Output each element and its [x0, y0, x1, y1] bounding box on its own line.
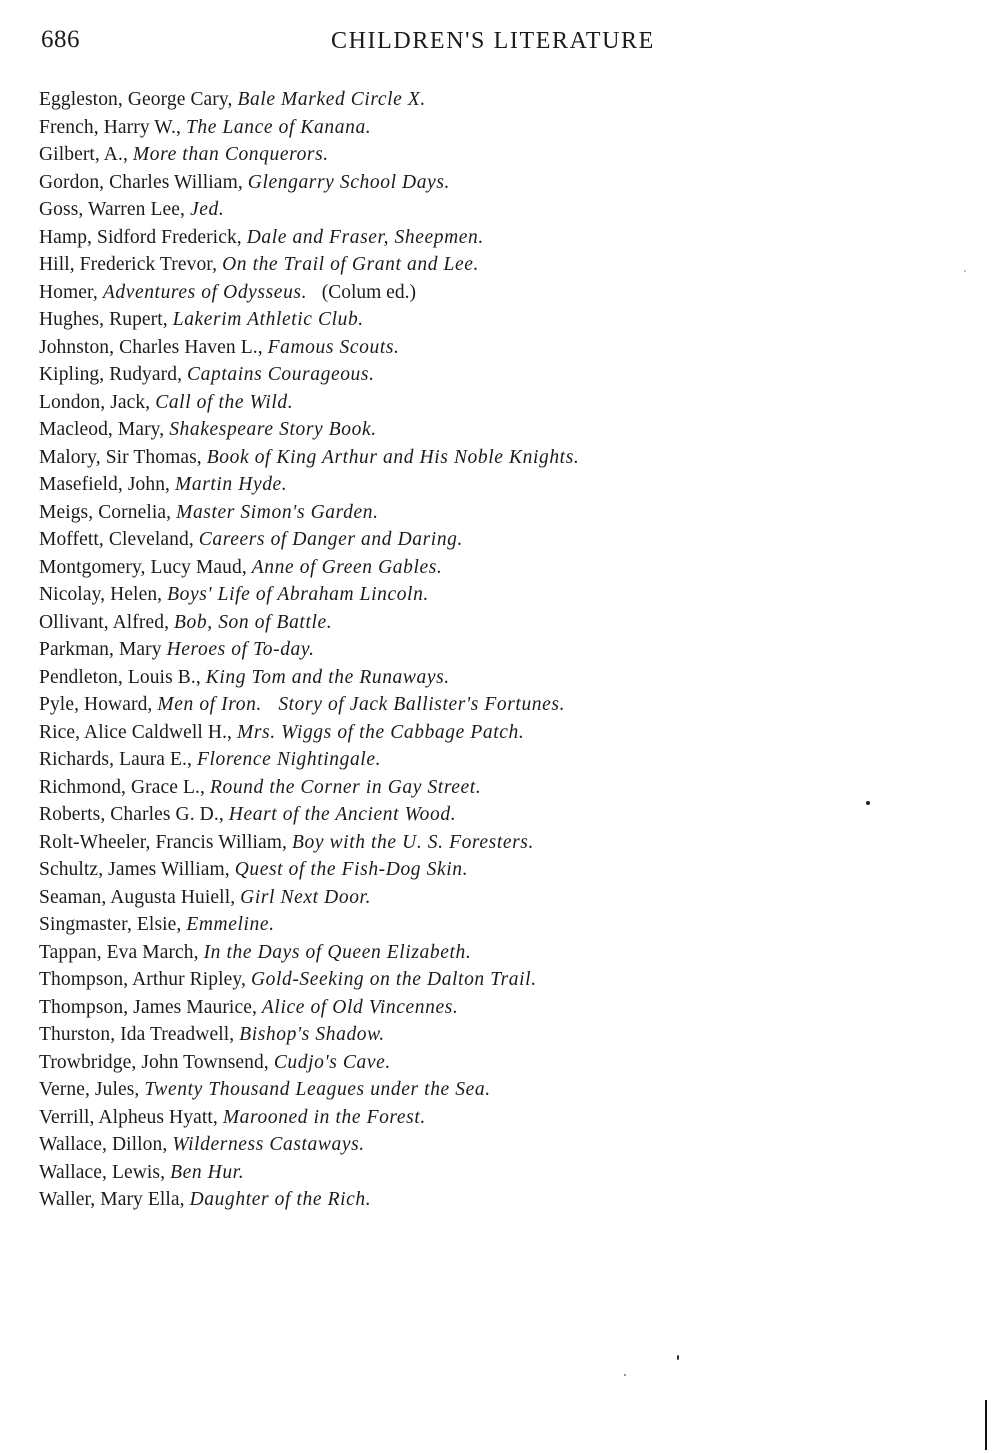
entry-title: Heart of the Ancient Wood. [228, 804, 457, 825]
entry-title: Captains Courageous. [187, 364, 375, 385]
list-item [39, 994, 939, 1022]
list-item [39, 636, 939, 664]
entry-author: Hamp, Sidford Frederick, [39, 226, 247, 248]
list-item [39, 279, 939, 307]
entry-title: Call of the Wild. [155, 391, 294, 413]
entry-author: Wallace, Lewis, [39, 1161, 171, 1183]
entry-author: Montgomery, Lucy Maud, [39, 556, 252, 578]
list-item [39, 251, 939, 279]
entry-title: Bale Marked Circle X. [237, 89, 426, 110]
entry-title: Quest of the Fish-Dog Skin. [234, 859, 469, 880]
list-item [39, 526, 939, 554]
list-item [39, 224, 939, 252]
list-item [39, 389, 939, 417]
list-item [39, 746, 939, 774]
entry-title: Cudjo's Cave. [273, 1051, 391, 1073]
scan-speck [866, 801, 870, 805]
list-item [39, 416, 939, 444]
entry-author: Roberts, Charles G. D., [39, 804, 229, 825]
entry-title: Daughter of the Rich. [189, 1189, 372, 1210]
list-item [39, 719, 939, 747]
entry-title: Emmeline. [186, 914, 275, 935]
scan-edge-mark [985, 1400, 987, 1450]
page-number: 686 [41, 26, 80, 53]
list-item [39, 1186, 939, 1214]
list-item [39, 444, 939, 472]
entry-title: Famous Scouts. [267, 336, 400, 358]
entry-author: Macleod, Mary, [39, 419, 170, 440]
entry-title: Book of King Arthur and His Noble Knights. [206, 446, 580, 468]
entry-author: Waller, Mary Ella, [39, 1189, 190, 1210]
entry-title: Lakerim Athletic Club. [172, 309, 364, 330]
list-item [39, 609, 939, 637]
entry-author: Goss, Warren Lee, [39, 199, 190, 220]
entry-title: Boys' Life of Abraham Lincoln. [167, 584, 429, 605]
list-item [39, 664, 939, 692]
list-item [39, 306, 939, 334]
list-item [39, 1076, 939, 1104]
entry-title: Ben Hur. [170, 1161, 245, 1183]
list-item [39, 169, 939, 197]
entry-title: Bishop's Shadow. [239, 1024, 385, 1045]
list-item [39, 1159, 939, 1187]
list-item [39, 1021, 939, 1049]
entry-author: Thompson, Arthur Ripley, [39, 969, 251, 990]
entry-author: Homer, [39, 281, 103, 303]
entry-author: London, Jack, [39, 391, 156, 413]
entry-title: The Lance of Kanana. [185, 116, 372, 138]
entry-author: Schultz, James William, [39, 859, 235, 880]
entry-title: On the Trail of Grant and Lee. [222, 254, 479, 275]
entry-title: In the Days of Queen Elizabeth. [203, 941, 472, 963]
list-item [39, 499, 939, 527]
list-item [39, 1104, 939, 1132]
entry-title: More than Conquerors. [132, 144, 329, 165]
scan-speck [677, 1355, 679, 1360]
entry-author: Thurston, Ida Treadwell, [39, 1024, 240, 1045]
entry-author: French, Harry W., [39, 116, 186, 138]
entry-title: Adventures of Odysseus. [102, 281, 308, 303]
list-item [39, 829, 939, 857]
list-item [39, 774, 939, 802]
entry-author: Tappan, Eva March, [39, 941, 204, 963]
list-item [39, 911, 939, 939]
entry-title: Marooned in the Forest. [222, 1106, 426, 1128]
list-item [39, 801, 939, 829]
entry-author: Seaman, Augusta Huiell, [39, 886, 241, 908]
entry-title: Girl Next Door. [240, 886, 372, 908]
entry-author: Meigs, Cornelia, [39, 501, 177, 523]
entry-title: Martin Hyde. [175, 474, 288, 495]
entry-title: Heroes of To-day. [166, 639, 315, 660]
list-item [39, 581, 939, 609]
scan-speck [964, 270, 966, 272]
entry-title: Dale and Fraser, Sheepmen. [246, 226, 484, 248]
entry-author: Trowbridge, John Townsend, [39, 1051, 274, 1073]
list-item [39, 939, 939, 967]
list-item [39, 141, 939, 169]
list-item [39, 966, 939, 994]
entry-author: Kipling, Rudyard, [39, 364, 188, 385]
entry-title: King Tom and the Runaways. [205, 666, 450, 688]
entry-title: Alice of Old Vincennes. [261, 996, 459, 1018]
entry-title: Florence Nightingale. [196, 749, 382, 770]
entry-author: Verrill, Alpheus Hyatt, [39, 1106, 223, 1128]
entry-author: Ollivant, Alfred, [39, 611, 175, 633]
list-item [39, 1131, 939, 1159]
entry-title: Anne of Green Gables. [251, 556, 443, 578]
entry-author: Malory, Sir Thomas, [39, 446, 207, 468]
list-item [39, 196, 939, 224]
list-item [39, 884, 939, 912]
scan-speck [624, 1374, 626, 1376]
running-head: CHILDREN'S LITERATURE [331, 28, 655, 54]
entry-note: (Colum ed.) [307, 281, 416, 303]
entry-title: Boy with the U. S. Foresters. [291, 831, 534, 853]
entry-title: Gold-Seeking on the Dalton Trail. [250, 969, 537, 990]
entry-author: Thompson, James Maurice, [39, 996, 262, 1018]
entry-author: Parkman, Mary [39, 639, 167, 660]
reading-list [39, 86, 939, 1214]
list-item [39, 691, 939, 719]
entry-title: Glengarry School Days. [247, 171, 451, 193]
entry-title: Round the Corner in Gay Street. [209, 776, 482, 798]
entry-title: Jed. [189, 199, 225, 220]
entry-title: Men of Iron. Story of Jack Ballister's Fortunes. [157, 694, 566, 715]
entry-author: Gilbert, A., [39, 144, 133, 165]
entry-title: Bob, Son of Battle. [174, 611, 333, 633]
list-item [39, 361, 939, 389]
entry-author: Hughes, Rupert, [39, 309, 173, 330]
entry-title: Master Simon's Garden. [176, 501, 379, 523]
entry-author: Richards, Laura E., [39, 749, 197, 770]
list-item [39, 856, 939, 884]
list-item [39, 471, 939, 499]
list-item [39, 86, 939, 114]
entry-author: Eggleston, George Cary, [39, 89, 238, 110]
entry-author: Nicolay, Helen, [39, 584, 168, 605]
list-item [39, 334, 939, 362]
list-item [39, 114, 939, 142]
entry-title: Twenty Thousand Leagues under the Sea. [144, 1079, 491, 1100]
entry-author: Rolt-Wheeler, Francis William, [39, 831, 292, 853]
entry-title: Wilderness Castaways. [172, 1134, 365, 1155]
entry-author: Richmond, Grace L., [39, 776, 210, 798]
entry-author: Johnston, Charles Haven L., [39, 336, 268, 358]
entry-author: Pendleton, Louis B., [39, 666, 206, 688]
entry-author: Singmaster, Elsie, [39, 914, 187, 935]
entry-author: Verne, Jules, [39, 1079, 145, 1100]
entry-title: Mrs. Wiggs of the Cabbage Patch. [237, 721, 525, 743]
entry-author: Rice, Alice Caldwell H., [39, 721, 237, 743]
entry-title: Careers of Danger and Daring. [198, 529, 463, 550]
list-item [39, 554, 939, 582]
entry-author: Moffett, Cleveland, [39, 529, 199, 550]
entry-author: Hill, Frederick Trevor, [39, 254, 223, 275]
list-item [39, 1049, 939, 1077]
entry-author: Masefield, John, [39, 474, 176, 495]
entry-author: Gordon, Charles William, [39, 171, 248, 193]
entry-title: Shakespeare Story Book. [169, 419, 377, 440]
entry-author: Wallace, Dillon, [39, 1134, 173, 1155]
entry-author: Pyle, Howard, [39, 694, 158, 715]
